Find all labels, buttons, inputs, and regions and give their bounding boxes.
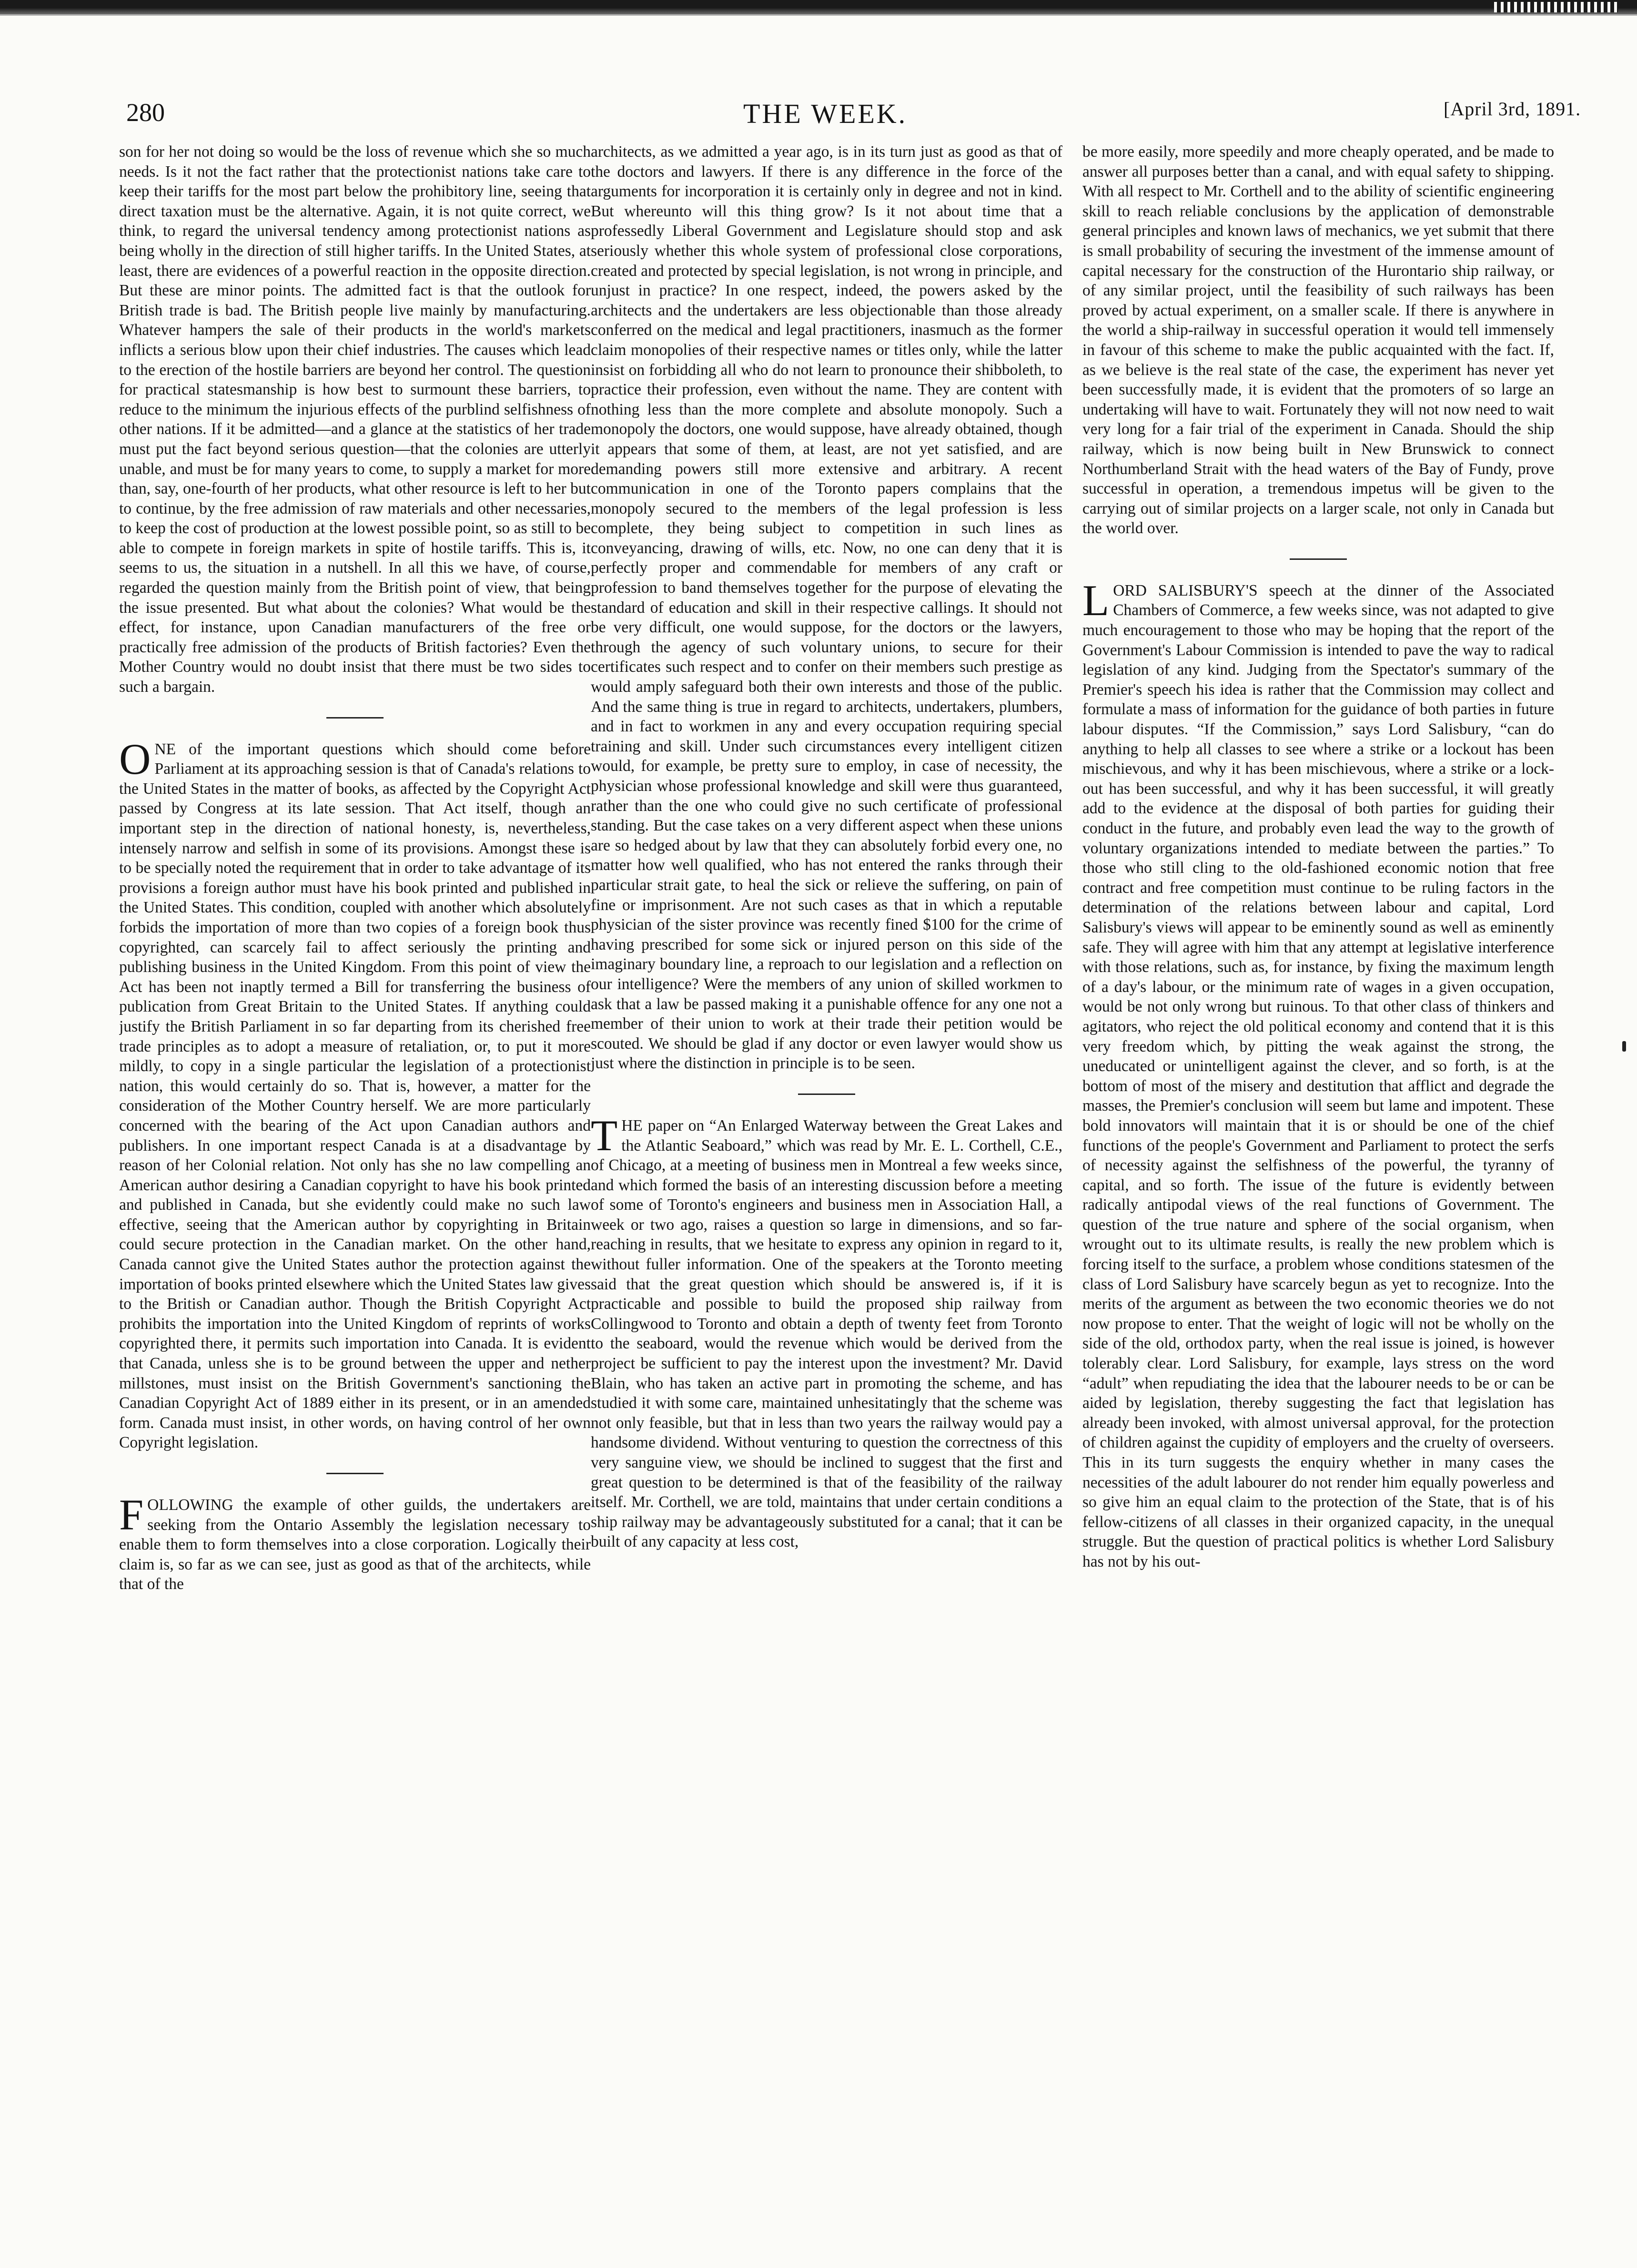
section-divider [798, 1094, 855, 1095]
scan-rule [0, 14, 1637, 16]
article-undertakers: FOLLOWING the example of other guilds, the undertakers are seeking from the Ontario Assembly the legislation necessary to enable them to form themselves into a close corporation. Logically their claim is, so far as we can see, just as good as that of the architects, while that of the [119, 1490, 591, 1593]
section-divider [326, 1473, 384, 1474]
page-number: 280 [126, 98, 165, 127]
article-undertakers-continuation: architects, as we admitted a year ago, is in its turn just as good as that of the doctors and lawyers. If there is any difference in the force of the arguments for incorporation it is certainly only in degree and not in kind. But whereunto will this thing grow? Is it not about time that a professedly Liberal Government and Legislature should stop and ask seriously whether this whole system of professional close corporations, created and protected by special legislation, is not wrong in principle, and unjust in practice? In one respect, indeed, the powers asked by the architects and the undertakers are less objectionable than those already conferred on the medical and legal practitioners, inasmuch as the former claim monopolies of their respective names or titles only, while the latter insist on forbidding all who do not learn to pronounce their shibboleth, to practice their profession, even without the name. They are content with nothing less than the more complete and absolute monopoly. Such a monopoly the doctors, one would suppose, have already obtained, though it appears that some of them, at least, are not yet satisfied, and are demanding powers still more extensive and arbitrary. A recent communication in one of the Toronto papers complains that the monopoly secured to the members of the legal profession is less complete, they being subject to competition in such lines as conveyancing, drawing of wills, etc. Now, no one can deny that it is perfectly proper and commendable for members of any craft or profession to band themselves together for the purpose of elevating the standard of education and skill in their respective callings. It should not be very difficult, one would suppose, for the doctors or the lawyers, through the agency of such voluntary unions, to secure for their certificates such respect and to confer on their members such prestige as would amply safeguard both their own interests and those of the public. And the same thing is true in regard to architects, undertakers, plumbers, and in fact to workmen in any and every occupation requiring special training and skill. Under such circumstances every intelligent citizen would, for example, be pretty sure to employ, in case of necessity, the physician whose professional knowledge and skill were thus guaranteed, rather than the one who could give no such certificate of professional standing. But the case takes on a very different aspect when these unions are so hedged about by law that they can absolutely forbid every one, no matter how well qualified, who has not entered the ranks through their particular strait gate, to heal the sick or relieve the suffering, on pain of fine or imprisonment. Are not such cases as that in which a reputable physician of the sister province was recently fined $100 for the crime of having prescribed for some sick or injured person on this side of the imaginary boundary line, a reproach to our legislation and a reflection on our intelligence? Were the members of any union of skilled workmen to ask that a law be passed making it a punishable offence for any one not a member of their union to work at their trade their petition would be scouted. We should be glad if any doctor or even lawyer would show us just where the distinction in principle is to be seen. [591, 143, 1062, 1073]
scan-margin-mark [1622, 1041, 1626, 1052]
article-lord-salisbury: LORD SALISBURY'S speech at the dinner of the Associated Chambers of Commerce, a few weeks since, was not adapted to give much encouragement to those who may be hoping that the report of the Government's Labour Commission is intended to pave the way to radical legislation of any kind. Judging from the Spectator's summary of the Premier's speech his idea is rather that the Commission may collect and formulate a mass of information for the guidance of both parties in future labour disputes. “If the Commission,” says Lord Salisbury, “can do anything to help all classes to see where a strike or a lockout has been mischievous, and why it has been mischievous, where a strike or a lock-out has been successful, and why it has been successful, it will greatly add to the evidence at the disposal of both parties for guiding their conduct in the future, and probably even lead the way to the growth of voluntary organizations intended to mediate between the parties.” To those who still cling to the old-fashioned economic notion that free contract and free competition must continue to be ruling factors in the determination of the relations between labour and capital, Lord Salisbury's views will appear to be eminently sound as well as eminently safe. They will agree with him that any attempt at legislative interference with those relations, such as, for instance, by fixing the maximum length of a day's labour, or the minimum rate of wages in a given occupation, would be not only wrong but ruinous. To that other class of thinkers and agitators, who reject the old political economy and contend that it is this very freedom which, by pitting the weak against the strong, the uneducated or unintelligent against the clever, and so forth, is at the bottom of most of the misery and destitution that afflict and degrade the masses, the Premier's conclusion will seem but lame and impotent. These bold innovators will maintain that it is or should be one of the chief functions of the people's Government and Parliament to protect the serfs of necessity against the selfishness of the powerful, the tyranny of capital, and so forth. The issue of the future is evidently between radically antipodal views of the real functions of Government. The question of the true nature and sphere of the social organism, when wrought out to its ultimate results, is really the new problem which is forcing itself to the surface, a problem whose conditions statesmen of the class of Lord Salisbury have scarcely begun as yet to recognize. Into the merits of the argument as between the two economic theories we do not now propose to enter. That the weight of logic will not be wholly on the side of the old, orthodox party, when the real issue is joined, is however tolerably clear. Lord Salisbury, for example, lays stress on the word “adult” when repudiating the idea that the labourer needs to be or can be aided by legislation, thereby suggesting the fact that legislation has already been invoked, with almost universal approval, for the protection of children against the cupidity of employers and the cruelty of overseers. This in its turn suggests the enquiry whether in many cases the necessities of the adult labourer do not render him equally powerless and so give him an equal claim to the protection of the State, that is of his fellow-citizens of all classes in their organized capacity, in the unequal struggle. But the question of practical politics is whether Lord Salisbury has not by his out- [1082, 576, 1554, 1570]
column-2 [591, 142, 1062, 2253]
scan-edge-marks [1494, 2, 1618, 12]
page-header [0, 98, 1637, 131]
article-waterway-continuation: be more easily, more speedily and more cheaply operated, and be made to answer all purposes better than a canal, and with equal safety to shipping. With all respect to Mr. Corthell and to the ability of scientific engineering skill to reach reliable conclusions by the application of demonstrable general principles and known laws of mechanics, we yet submit that there is small probability of securing the investment of the immense amount of capital necessary for the construction of the Hurontario ship railway, or of any similar project, until the feasibility of such railways has been proved by actual experiment, on a smaller scale. If there is anywhere in the world a ship-railway in successful operation it would tell immensely in favour of this scheme to make the public acquainted with the fact. If, as we believe is the real state of the case, the experiment has never yet been successfully made, it is evident that the promoters of so large an undertaking will have to wait. Fortunately they will not now need to wait very long for a fair trial of the experiment in Canada. Should the ship railway, which is now being built in New Brunswick to connect Northumberland Strait with the head waters of the Bay of Fundy, prove successful in operation, a tremendous impetus will be given to the carrying out of similar projects on a larger scale, not only in Canada but the world over. [1082, 143, 1554, 537]
column-1 [119, 142, 591, 2253]
article-copyright: ONE of the important questions which should come before Parliament at its approaching session is that of Canada's relations to the United States in the matter of books, as affected by the Copyright Act passed by Congress at its late session. That Act itself, though an important step in the direction of national honesty, is, nevertheless, intensely narrow and selfish in some of its provisions. Amongst these is to be specially noted the requirement that in order to take advantage of its provisions a foreign author must have his book printed and published in the United States. This condition, coupled with another which absolutely forbids the importation of more than two copies of a foreign book thus copyrighted, can scarcely fail to affect seriously the printing and publishing business in the United Kingdom. From this point of view the Act has been not inaptly termed a Bill for transferring the business of publication from Great Britain to the United States. If anything could justify the British Parliament in so far departing from its cherished free trade principles as to adopt a measure of retaliation, or, to put it more mildly, to copy in a single particular the legislation of a protectionist nation, this would certainly do so. That is, however, a matter for the consideration of the Mother Country herself. We are more particularly concerned with the bearing of the Act upon Canadian authors and publishers. In one important respect Canada is at a disadvantage by reason of her Colonial relation. Not only has she no law compelling an American author desiring a Canadian copyright to have his book printed and published in Canada, but she evidently could make no such law effective, seeing that the American author by copyrighting in Britain could secure protection in the Canadian market. On the other hand, Canada cannot give the United States author the protection against the importation of books printed elsewhere which the United States law gives to the British or Canadian author. Though the British Copyright Act prohibits the importation into the United Kingdom of reprints of works copyrighted there, it permits such importation into Canada. It is evident that Canada, unless she is to be ground between the upper and nether millstones, must insist on the British Government's sanctioning the Canadian Copyright Act of 1889 either in its present, or in an amended form. Canada must insist, in other words, on having control of her own Copyright legislation. [119, 734, 591, 1452]
scan-top-border [0, 0, 1637, 14]
section-divider [1290, 558, 1347, 560]
section-divider [326, 717, 384, 719]
article-free-trade-continuation: son for her not doing so would be the loss of revenue which she so much needs. Is it not the fact rather that the protectionist nations take care to keep their tariffs for the most part below the prohibitory line, seeing that direct taxation must be the alternative. Again, it is not quite correct, we think, to regard the universal tendency among protectionist nations as being wholly in the direction of still higher tariffs. In the United States, at least, there are evidences of a powerful reaction in the opposite direction. But these are minor points. The admitted fact is that the outlook for British trade is bad. The British people live mainly by manufacturing. Whatever hampers the sale of their products in the world's markets inflicts a serious blow upon their chief industries. The causes which lead to the erection of the hostile barriers are beyond her control. The question for practical statesmanship is how best to surmount these barriers, to reduce to the minimum the injurious effects of the purblind selfishness of other nations. If it be admitted—and a glance at the statistics of her trade must put the fact beyond serious question—that the colonies are utterly unable, and must be for many years to come, to supply a market for more than, say, one-fourth of her products, what other resource is left to her but to continue, by the free admission of raw materials and other necessaries, to keep the cost of production at the lowest possible point, so as still to be able to compete in foreign markets in spite of hostile tariffs. This is, it seems to us, the situation in a nutshell. In all this we have, of course, regarded the question mainly from the British point of view, that being the issue presented. But what about the colonies? What would be the effect, for instance, upon Canadian manufacturers of the free or practically free admission of the products of British factories? Even the Mother Country would no doubt insist that there must be two sides to such a bargain. [119, 143, 591, 696]
masthead-title: THE WEEK. [743, 98, 908, 129]
issue-date: [April 3rd, 1891. [1444, 98, 1581, 120]
article-waterway: THE paper on “An Enlarged Waterway between the Great Lakes and the Atlantic Seaboard,” which was read by Mr. E. L. Corthell, C.E., of Chicago, at a meeting of business men in Montreal a few weeks since, and which formed the basis of an interesting discussion before a meeting of some of Toronto's engineers and business men in Association Hall, a week or two ago, raises a question so large in dimensions, and so far-reaching in results, that we hesitate to express any opinion in regard to it, without fuller information. One of the speakers at the Toronto meeting said that the great question which should be answered is, if it is practicable and possible to build the proposed ship railway from Collingwood to Toronto and obtain a depth of twenty feet from Toronto to the seaboard, would the revenue which would be derived from the project be sufficient to pay the interest upon the investment? Mr. David Blain, who has taken an active part in promoting the scheme, and has studied it with some care, maintained unhesitatingly that the scheme was not only feasible, but that in less than two years the railway would pay a handsome dividend. Without venturing to question the correctness of this very sanguine view, we should be inclined to suggest that the first and great question to be determined is that of the feasibility of the railway itself. Mr. Corthell, we are told, maintains that under certain conditions a ship railway may be advantageously substituted for a canal; that it can be built of any capacity at less cost, [591, 1111, 1062, 1551]
column-3 [1082, 142, 1554, 2253]
